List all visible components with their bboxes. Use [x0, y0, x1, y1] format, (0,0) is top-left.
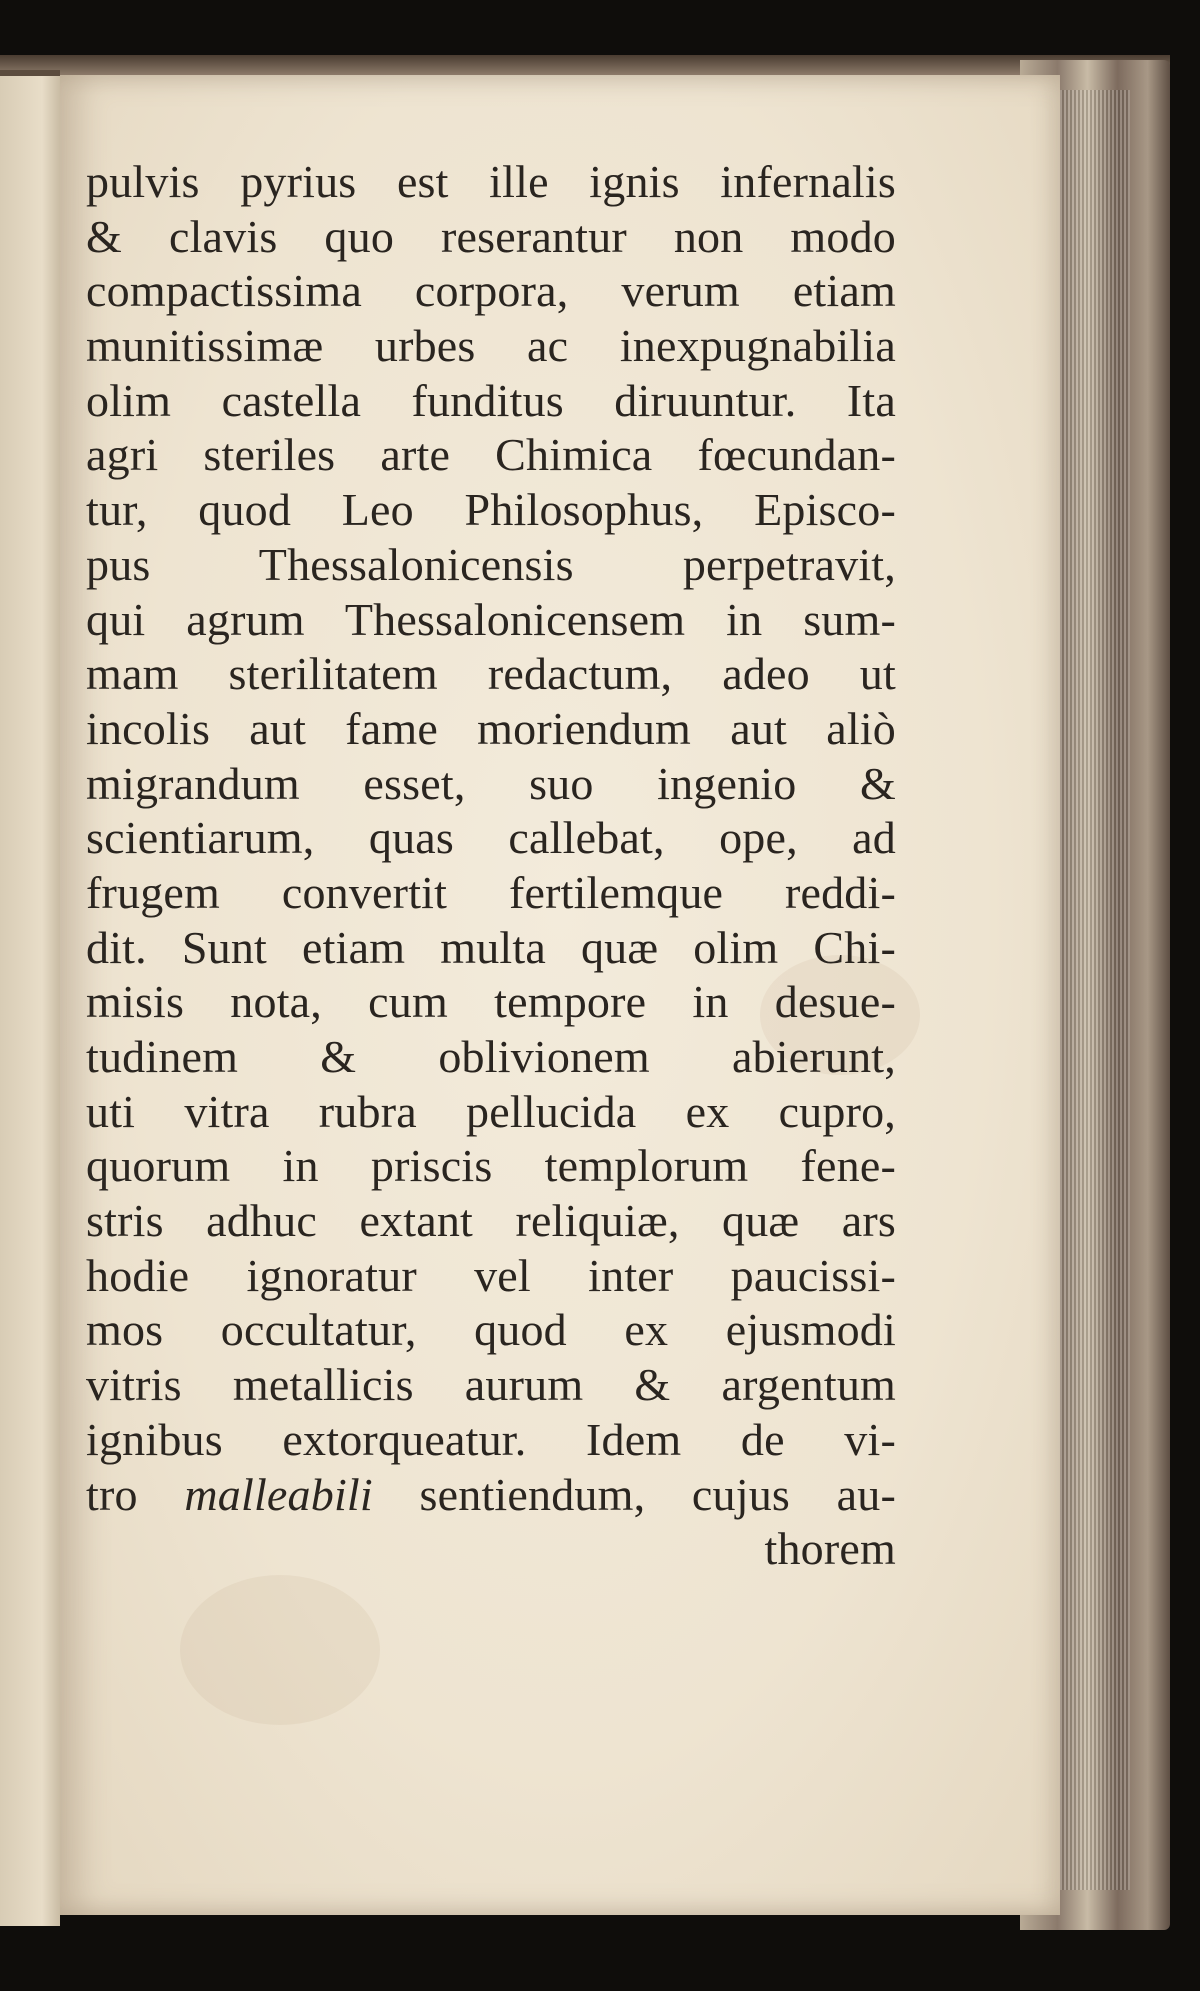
text-fragment: tro — [86, 1468, 185, 1520]
text-line-with-italic — [86, 1468, 896, 1523]
text-line: uti vitra rubra pellucida ex cupro, — [86, 1085, 896, 1137]
text-line: & clavis quo reserantur non modo — [86, 210, 896, 262]
text-line: ignibus extorqueatur. Idem de vi- — [86, 1413, 896, 1465]
text-line: migrandum esset, suo ingenio & — [86, 757, 896, 809]
text-line: tur, quod Leo Philosophus, Episco- — [86, 484, 896, 536]
text-fragment: sentiendum, cujus au- — [372, 1468, 897, 1520]
binding-top-edge — [0, 55, 1170, 75]
italic-word: malleabili — [184, 1468, 373, 1520]
text-line: vitris metallicis aurum & argentum — [86, 1359, 896, 1411]
text-line: frugem convertit fertilemque reddi- — [86, 866, 896, 918]
text-line: hodie ignoratur vel inter paucissi- — [86, 1249, 896, 1301]
text-line: dit. Sunt etiam multa quæ olim Chi- — [86, 921, 896, 973]
text-line: munitissimæ urbes ac inexpugnabilia — [86, 320, 896, 372]
text-line: misis nota, cum tempore in desue- — [86, 976, 896, 1028]
text-line: incolis aut fame moriendum aut aliò — [86, 702, 896, 754]
text-line: compactissima corpora, verum etiam — [86, 265, 896, 317]
book-page — [60, 75, 1060, 1915]
text-line: olim castella funditus diruuntur. Ita — [86, 374, 896, 426]
text-line: pulvis pyrius est ille ignis infernalis — [86, 156, 896, 207]
text-line: tudinem & oblivionem abierunt, — [86, 1031, 896, 1082]
text-line: mam sterilitatem redactum, adeo ut — [86, 648, 896, 700]
text-line: mos occultatur, quod ex ejusmodi — [86, 1304, 896, 1356]
text-line: pus Thessalonicensis perpetravit, — [86, 538, 896, 590]
previous-page-edge — [0, 70, 60, 1926]
text-line: qui agrum Thessalonicensem in sum- — [86, 593, 896, 645]
paper-stain — [180, 1575, 380, 1725]
catchword: thorem — [764, 1523, 896, 1575]
text-line: agri steriles arte Chimica fœcundan- — [86, 429, 896, 481]
page-text — [86, 155, 896, 1577]
text-line: quorum in priscis templorum fene- — [86, 1140, 896, 1192]
text-line: stris adhuc extant reliquiæ, quæ ars — [86, 1195, 896, 1247]
text-line: scientiarum, quas callebat, ope, ad — [86, 812, 896, 864]
